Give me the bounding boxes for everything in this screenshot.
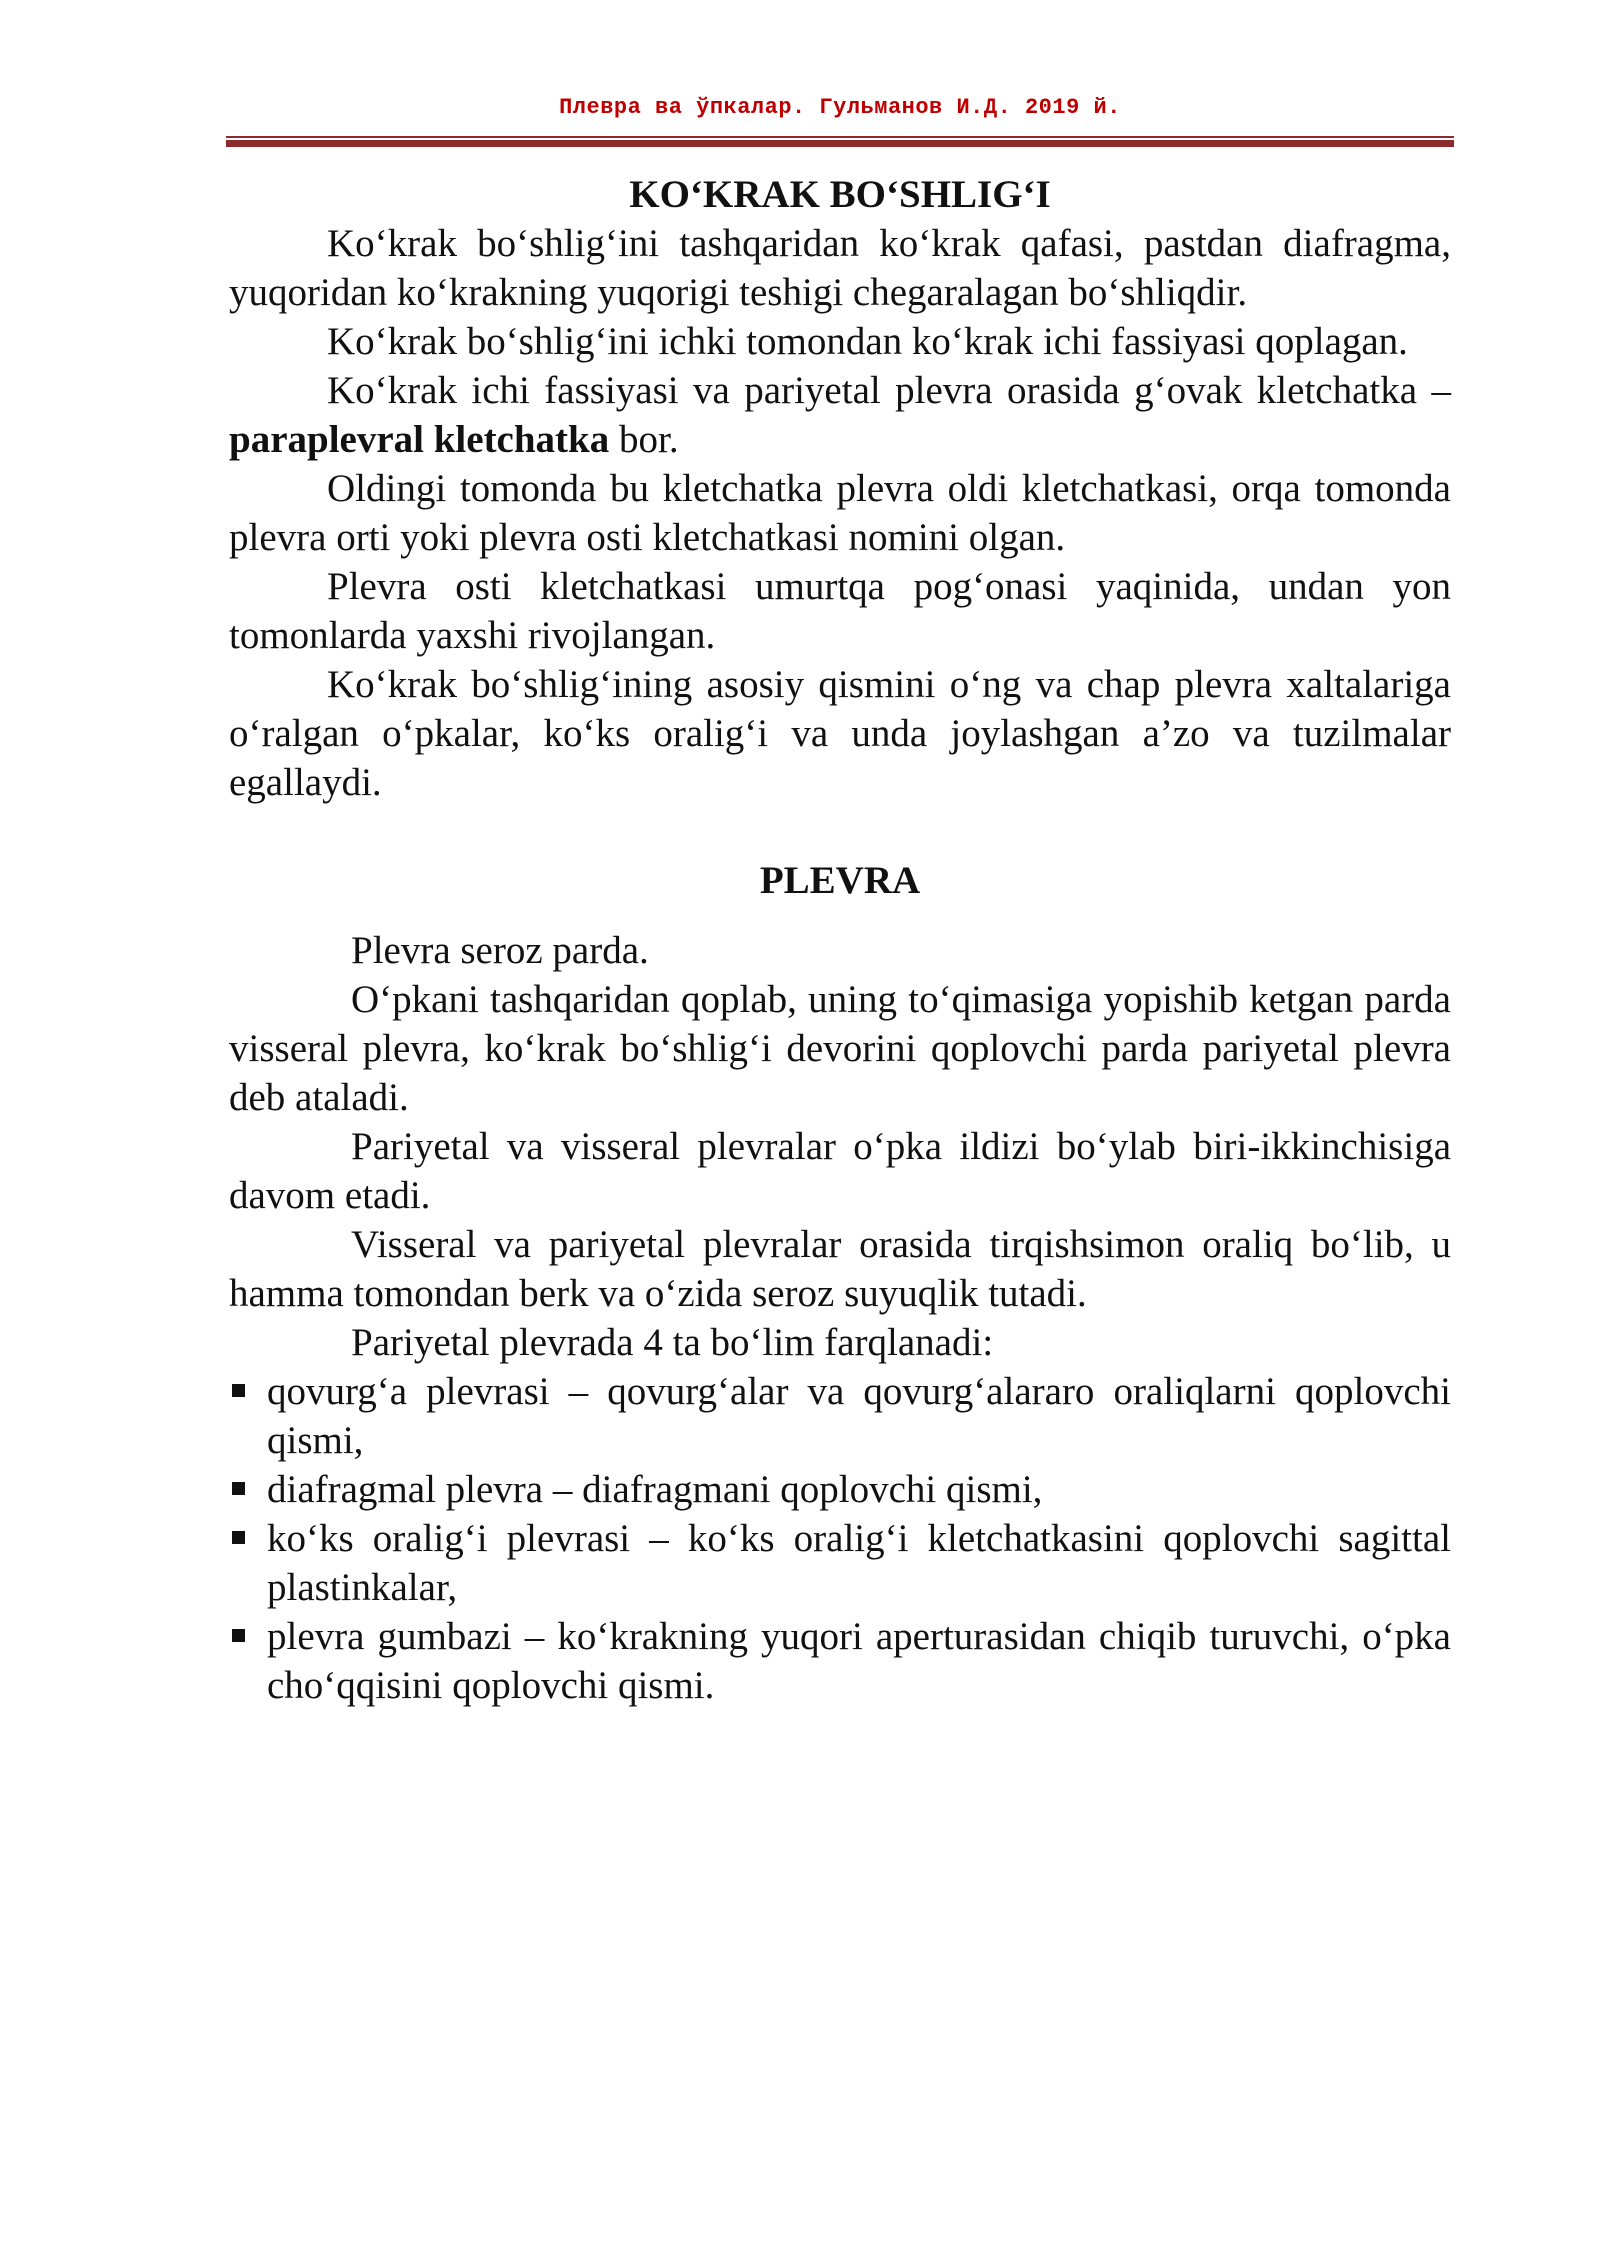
square-bullet-icon	[232, 1482, 245, 1495]
paragraph: Plevra osti kletchatkasi umurtqa pog‘onasi yaqinida, undan yon tomonlarda yaxshi rivojlangan.	[229, 565, 1451, 657]
list-item	[229, 1514, 1451, 1612]
list-item-text: diafragmal plevra – diafragmani qoplovchi qismi,	[267, 1468, 1043, 1511]
paragraph: Pariyetal plevrada 4 ta bo‘lim farqlanadi:	[351, 1321, 994, 1364]
paragraph: Pariyetal va visseral plevralar o‘pka ildizi bo‘ylab biri-ikkinchisiga davom etadi.	[229, 1125, 1451, 1217]
paragraph: Ko‘krak bo‘shlig‘ining asosiy qismini o‘ng va chap plevra xaltalariga o‘ralgan o‘pkalar, ko‘ks oralig‘i va unda joylashgan a’zo va tuzilmalar egallaydi.	[229, 663, 1451, 804]
list-item	[229, 1465, 1451, 1514]
header-rule-thin	[226, 136, 1454, 138]
paragraph: Ko‘krak bo‘shlig‘ini tashqaridan ko‘krak qafasi, pastdan diafragma, yuqoridan ko‘krakning yuqorigi teshigi chegaralagan bo‘shliqdir.	[229, 222, 1451, 314]
bold-term: paraplevral kletchatka	[229, 418, 610, 461]
section-heading-kokrak-boshligi: KO‘KRAK BO‘SHLIG‘I	[629, 173, 1051, 216]
bullet-list	[229, 1367, 1451, 1710]
running-header: Плевра ва ўпкалар. Гульманов И.Д. 2019 й.	[559, 95, 1121, 120]
list-item-text: qovurg‘a plevrasi – qovurg‘alar va qovurg‘alararo oraliqlarni qoplovchi qismi,	[267, 1370, 1451, 1462]
page-content	[229, 170, 1451, 1710]
header-rule	[226, 136, 1454, 148]
paragraph: Plevra seroz parda.	[351, 929, 649, 972]
square-bullet-icon	[232, 1384, 245, 1397]
list-item-text: plevra gumbazi – ko‘krakning yuqori aperturasidan chiqib turuvchi, o‘pka cho‘qqisini qoplovchi qismi.	[267, 1615, 1451, 1707]
square-bullet-icon	[232, 1531, 245, 1544]
section-heading-plevra: PLEVRA	[759, 859, 921, 902]
square-bullet-icon	[232, 1629, 245, 1642]
paragraph-text: Ko‘krak ichi fassiyasi va pariyetal plevra orasida g‘ovak kletchatka –	[327, 369, 1451, 412]
list-item-text: ko‘ks oralig‘i plevrasi – ko‘ks oralig‘i kletchatkasini qoplovchi sagittal plastinkalar,	[267, 1517, 1451, 1609]
list-item	[229, 1612, 1451, 1710]
paragraph: Ko‘krak bo‘shlig‘ini ichki tomondan ko‘krak ichi fassiyasi qoplagan.	[327, 320, 1408, 363]
paragraph	[229, 366, 1451, 464]
paragraph: Oldingi tomonda bu kletchatka plevra oldi kletchatkasi, orqa tomonda plevra orti yoki plevra osti kletchatkasi nomini olgan.	[229, 467, 1451, 559]
list-item	[229, 1367, 1451, 1465]
header-rule-thick	[226, 140, 1454, 147]
paragraph-text: bor.	[609, 418, 679, 461]
paragraph: O‘pkani tashqaridan qoplab, uning to‘qimasiga yopishib ketgan parda visseral plevra, ko‘krak bo‘shlig‘i devorini qoplovchi parda pariyetal plevra deb ataladi.	[229, 978, 1451, 1119]
paragraph: Visseral va pariyetal plevralar orasida tirqishsimon oraliq bo‘lib, u hamma tomondan berk va o‘zida seroz suyuqlik tutadi.	[229, 1223, 1451, 1315]
